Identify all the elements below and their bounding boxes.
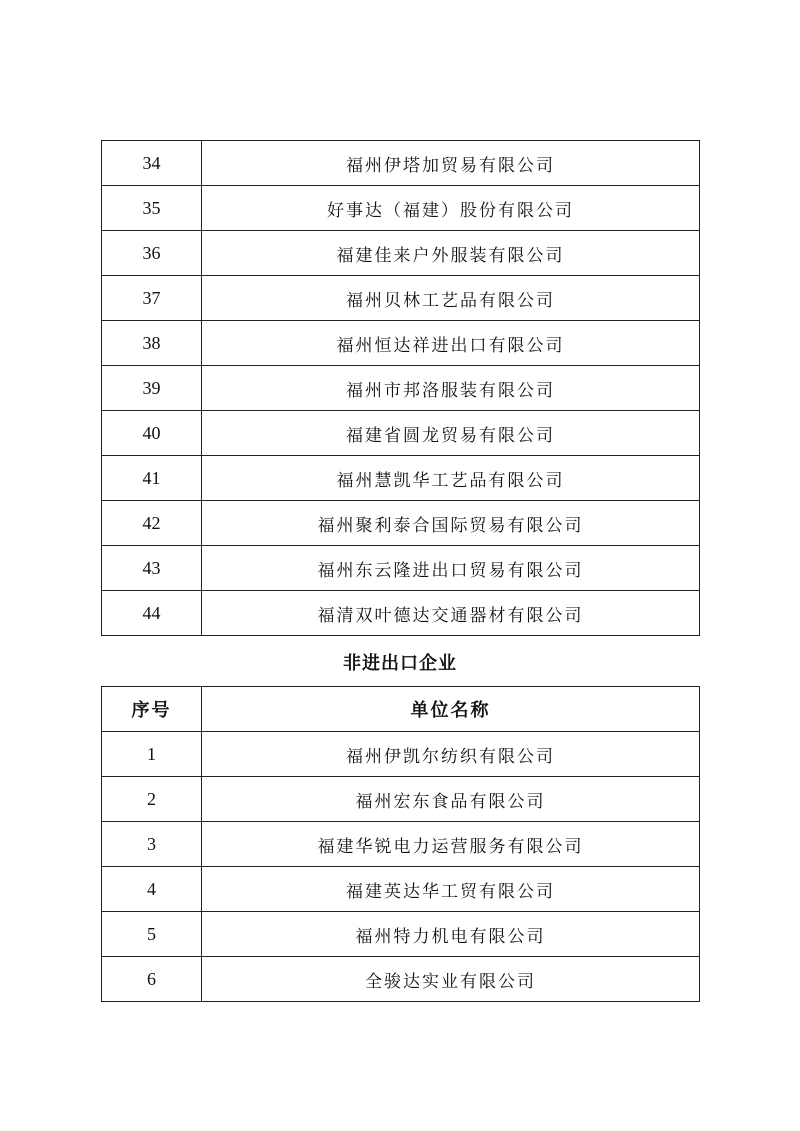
row-number: 41 [102, 456, 202, 501]
company-name: 好事达（福建）股份有限公司 [202, 186, 700, 231]
table-row [102, 822, 700, 867]
row-number: 35 [102, 186, 202, 231]
company-name: 福州宏东食品有限公司 [202, 777, 700, 822]
table-row [102, 186, 700, 231]
company-name: 福建佳来户外服装有限公司 [202, 231, 700, 276]
table-row [102, 276, 700, 321]
column-header-name: 单位名称 [202, 687, 700, 732]
company-name: 福建省圆龙贸易有限公司 [202, 411, 700, 456]
company-name: 福州特力机电有限公司 [202, 912, 700, 957]
row-number: 42 [102, 501, 202, 546]
export-companies-table [101, 140, 700, 636]
table-row [102, 546, 700, 591]
row-number: 37 [102, 276, 202, 321]
company-name: 全骏达实业有限公司 [202, 957, 700, 1002]
table-row [102, 912, 700, 957]
table-header-row [102, 687, 700, 732]
company-name: 福州恒达祥进出口有限公司 [202, 321, 700, 366]
table-row [102, 321, 700, 366]
table-row [102, 501, 700, 546]
table-row [102, 141, 700, 186]
company-name: 福州伊凯尔纺织有限公司 [202, 732, 700, 777]
table-row [102, 867, 700, 912]
row-number: 38 [102, 321, 202, 366]
table-row [102, 456, 700, 501]
table-row [102, 777, 700, 822]
row-number: 39 [102, 366, 202, 411]
company-name: 福建英达华工贸有限公司 [202, 867, 700, 912]
company-name: 福州市邦洛服装有限公司 [202, 366, 700, 411]
row-number: 44 [102, 591, 202, 636]
column-header-number: 序号 [102, 687, 202, 732]
table-row [102, 231, 700, 276]
row-number: 43 [102, 546, 202, 591]
row-number: 34 [102, 141, 202, 186]
row-number: 4 [102, 867, 202, 912]
company-name: 福州东云隆进出口贸易有限公司 [202, 546, 700, 591]
table-row [102, 366, 700, 411]
company-name: 福清双叶德达交通器材有限公司 [202, 591, 700, 636]
company-name: 福州伊塔加贸易有限公司 [202, 141, 700, 186]
table-row [102, 957, 700, 1002]
company-name: 福州慧凯华工艺品有限公司 [202, 456, 700, 501]
company-name: 福州聚利泰合国际贸易有限公司 [202, 501, 700, 546]
company-name: 福建华锐电力运营服务有限公司 [202, 822, 700, 867]
non-export-companies-table [101, 686, 700, 1002]
row-number: 6 [102, 957, 202, 1002]
company-name: 福州贝林工艺品有限公司 [202, 276, 700, 321]
row-number: 1 [102, 732, 202, 777]
row-number: 5 [102, 912, 202, 957]
row-number: 36 [102, 231, 202, 276]
section-title: 非进出口企业 [343, 653, 457, 674]
row-number: 2 [102, 777, 202, 822]
table-row [102, 591, 700, 636]
row-number: 3 [102, 822, 202, 867]
table-row [102, 411, 700, 456]
table-row [102, 732, 700, 777]
row-number: 40 [102, 411, 202, 456]
